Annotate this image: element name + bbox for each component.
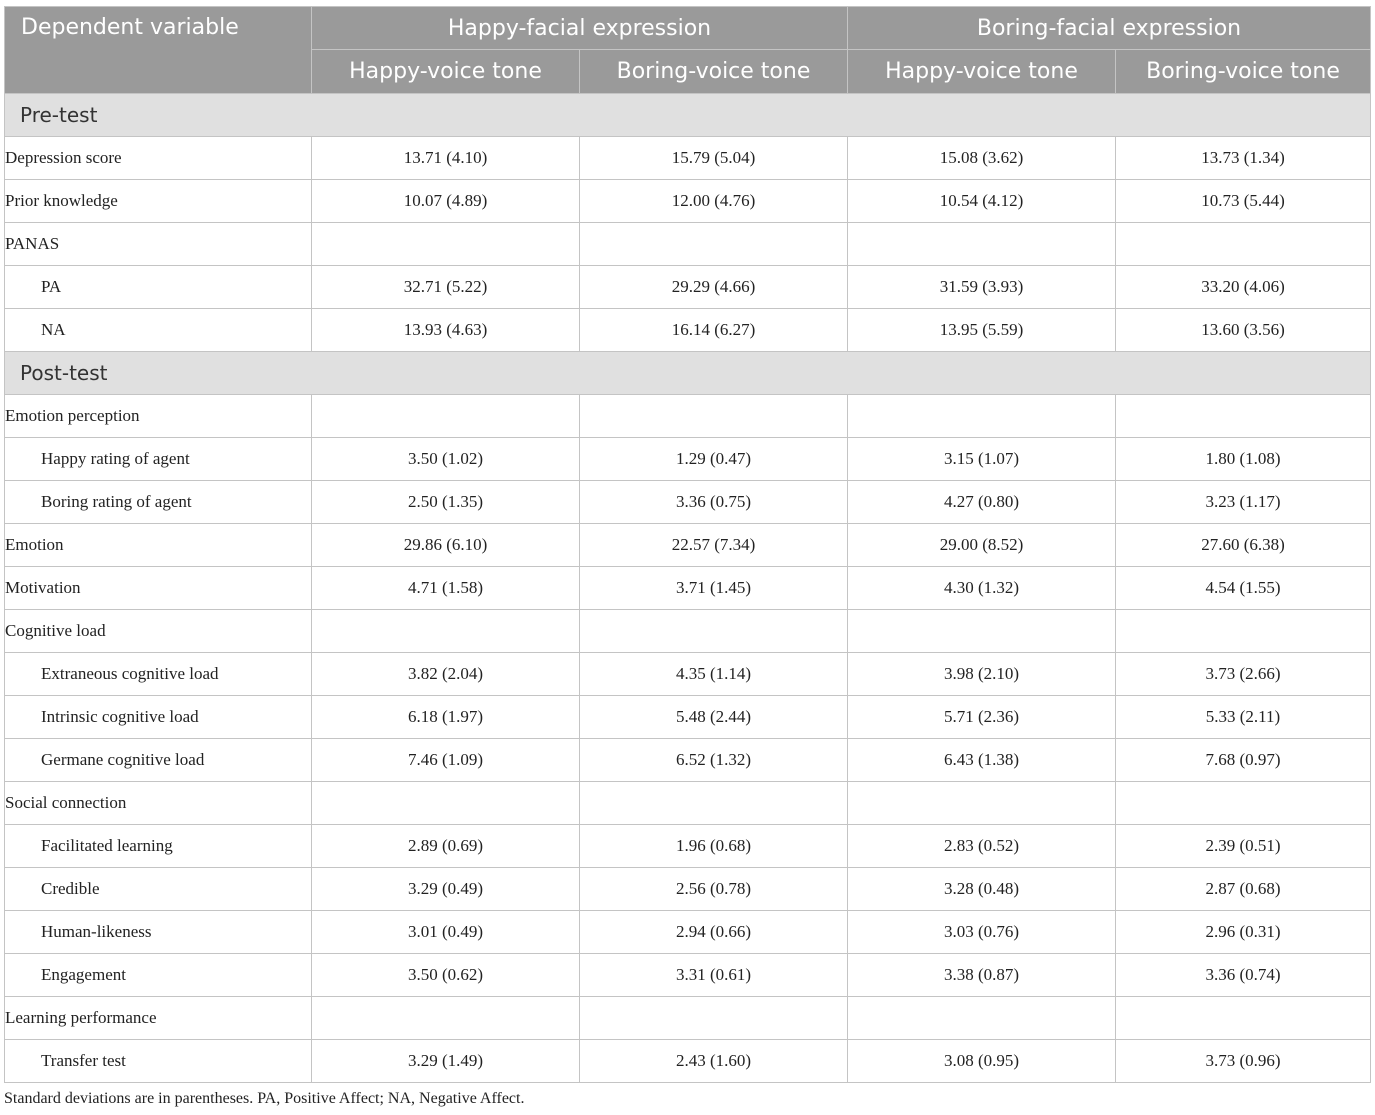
row-label: Human-likeness xyxy=(5,911,312,954)
table-cell: 31.59 (3.93) xyxy=(848,266,1116,309)
table-cell: 6.52 (1.32) xyxy=(580,739,848,782)
table-cell: 2.83 (0.52) xyxy=(848,825,1116,868)
table-cell: 33.20 (4.06) xyxy=(1116,266,1371,309)
table-cell: 3.71 (1.45) xyxy=(580,567,848,610)
row-label: Depression score xyxy=(5,137,312,180)
table-cell: 4.30 (1.32) xyxy=(848,567,1116,610)
table-cell: 13.73 (1.34) xyxy=(1116,137,1371,180)
table-row xyxy=(5,567,1371,610)
table-cell: 29.86 (6.10) xyxy=(312,524,580,567)
table-row xyxy=(5,266,1371,309)
table-row xyxy=(5,438,1371,481)
row-label: Learning performance xyxy=(5,997,312,1040)
table-cell: 1.29 (0.47) xyxy=(580,438,848,481)
table-cell xyxy=(848,782,1116,825)
row-label: Social connection xyxy=(5,782,312,825)
table-cell: 3.08 (0.95) xyxy=(848,1040,1116,1083)
table-cell: 2.56 (0.78) xyxy=(580,868,848,911)
table-cell: 3.36 (0.74) xyxy=(1116,954,1371,997)
table-cell: 2.94 (0.66) xyxy=(580,911,848,954)
section-label: Pre-test xyxy=(5,94,1371,137)
table-cell: 7.68 (0.97) xyxy=(1116,739,1371,782)
table-cell xyxy=(312,997,580,1040)
row-label: Happy rating of agent xyxy=(5,438,312,481)
table-cell: 3.29 (1.49) xyxy=(312,1040,580,1083)
table-row xyxy=(5,137,1371,180)
table-cell: 2.43 (1.60) xyxy=(580,1040,848,1083)
header-sub-happy-facial-boring-voice: Boring-voice tone xyxy=(580,50,848,94)
table-row xyxy=(5,868,1371,911)
table-cell: 2.50 (1.35) xyxy=(312,481,580,524)
header-group-happy-facial: Happy-facial expression xyxy=(312,7,848,50)
table-cell: 4.71 (1.58) xyxy=(312,567,580,610)
table-cell xyxy=(580,610,848,653)
row-label: Germane cognitive load xyxy=(5,739,312,782)
table-cell: 29.29 (4.66) xyxy=(580,266,848,309)
table-cell xyxy=(1116,997,1371,1040)
table-cell: 3.73 (2.66) xyxy=(1116,653,1371,696)
table-cell: 3.38 (0.87) xyxy=(848,954,1116,997)
table-cell: 3.28 (0.48) xyxy=(848,868,1116,911)
table-cell xyxy=(312,223,580,266)
table-cell: 3.50 (1.02) xyxy=(312,438,580,481)
table-cell xyxy=(580,223,848,266)
table-cell: 2.87 (0.68) xyxy=(1116,868,1371,911)
table-cell: 6.18 (1.97) xyxy=(312,696,580,739)
table-cell xyxy=(312,395,580,438)
row-label: Facilitated learning xyxy=(5,825,312,868)
table-row xyxy=(5,997,1371,1040)
table-cell: 16.14 (6.27) xyxy=(580,309,848,352)
table-cell: 13.60 (3.56) xyxy=(1116,309,1371,352)
table-row xyxy=(5,782,1371,825)
table-cell: 32.71 (5.22) xyxy=(312,266,580,309)
table-cell: 3.73 (0.96) xyxy=(1116,1040,1371,1083)
header-sub-boring-facial-happy-voice: Happy-voice tone xyxy=(848,50,1116,94)
header-group-boring-facial: Boring-facial expression xyxy=(848,7,1371,50)
table-row xyxy=(5,696,1371,739)
table-cell xyxy=(580,395,848,438)
table-row xyxy=(5,653,1371,696)
table-row xyxy=(5,481,1371,524)
table-cell xyxy=(580,782,848,825)
table-cell: 10.07 (4.89) xyxy=(312,180,580,223)
row-label: PANAS xyxy=(5,223,312,266)
table-cell: 7.46 (1.09) xyxy=(312,739,580,782)
table-cell: 29.00 (8.52) xyxy=(848,524,1116,567)
table-header xyxy=(5,7,1371,94)
row-label: Cognitive load xyxy=(5,610,312,653)
table-row xyxy=(5,180,1371,223)
table-cell: 10.54 (4.12) xyxy=(848,180,1116,223)
table-cell: 3.98 (2.10) xyxy=(848,653,1116,696)
section-label: Post-test xyxy=(5,352,1371,395)
table-cell: 6.43 (1.38) xyxy=(848,739,1116,782)
table-cell xyxy=(1116,782,1371,825)
table-row xyxy=(5,739,1371,782)
header-sub-happy-facial-happy-voice: Happy-voice tone xyxy=(312,50,580,94)
row-label: Transfer test xyxy=(5,1040,312,1083)
table-cell: 4.35 (1.14) xyxy=(580,653,848,696)
row-label: Credible xyxy=(5,868,312,911)
table-cell: 3.50 (0.62) xyxy=(312,954,580,997)
table-cell: 2.96 (0.31) xyxy=(1116,911,1371,954)
table-cell: 3.03 (0.76) xyxy=(848,911,1116,954)
table-cell: 3.01 (0.49) xyxy=(312,911,580,954)
table-cell: 5.33 (2.11) xyxy=(1116,696,1371,739)
table-cell: 3.29 (0.49) xyxy=(312,868,580,911)
table-cell: 2.89 (0.69) xyxy=(312,825,580,868)
row-label: Emotion perception xyxy=(5,395,312,438)
table-cell xyxy=(1116,610,1371,653)
table-row xyxy=(5,223,1371,266)
table-cell: 3.36 (0.75) xyxy=(580,481,848,524)
table-cell: 5.71 (2.36) xyxy=(848,696,1116,739)
table-row xyxy=(5,524,1371,567)
table-cell: 4.27 (0.80) xyxy=(848,481,1116,524)
row-label: NA xyxy=(5,309,312,352)
table-row xyxy=(5,309,1371,352)
table-cell: 15.08 (3.62) xyxy=(848,137,1116,180)
table-cell: 15.79 (5.04) xyxy=(580,137,848,180)
table-row xyxy=(5,1040,1371,1083)
header-dependent-variable: Dependent variable xyxy=(5,7,312,94)
table-cell: 22.57 (7.34) xyxy=(580,524,848,567)
row-label: Motivation xyxy=(5,567,312,610)
table-body xyxy=(5,94,1371,1083)
table-cell: 27.60 (6.38) xyxy=(1116,524,1371,567)
table-cell: 4.54 (1.55) xyxy=(1116,567,1371,610)
table-cell xyxy=(312,610,580,653)
row-label: Extraneous cognitive load xyxy=(5,653,312,696)
table-cell xyxy=(848,395,1116,438)
table-row xyxy=(5,610,1371,653)
table-cell: 5.48 (2.44) xyxy=(580,696,848,739)
table-footnote: Standard deviations are in parentheses. PA, Positive Affect; NA, Negative Affect. xyxy=(4,1090,525,1107)
table-cell xyxy=(848,610,1116,653)
table-cell: 3.82 (2.04) xyxy=(312,653,580,696)
table-cell: 3.31 (0.61) xyxy=(580,954,848,997)
table-cell: 3.23 (1.17) xyxy=(1116,481,1371,524)
table-cell xyxy=(580,997,848,1040)
results-table-container xyxy=(4,6,1370,1083)
table-cell xyxy=(848,223,1116,266)
table-row xyxy=(5,825,1371,868)
table-cell: 12.00 (4.76) xyxy=(580,180,848,223)
table-cell xyxy=(312,782,580,825)
row-label: Emotion xyxy=(5,524,312,567)
table-cell xyxy=(1116,395,1371,438)
table-cell: 13.95 (5.59) xyxy=(848,309,1116,352)
table-cell: 13.93 (4.63) xyxy=(312,309,580,352)
section-row xyxy=(5,352,1371,395)
row-label: Engagement xyxy=(5,954,312,997)
table-cell xyxy=(1116,223,1371,266)
row-label: Prior knowledge xyxy=(5,180,312,223)
table-cell: 2.39 (0.51) xyxy=(1116,825,1371,868)
results-table xyxy=(4,6,1371,1083)
table-row xyxy=(5,954,1371,997)
row-label: Intrinsic cognitive load xyxy=(5,696,312,739)
table-cell: 13.71 (4.10) xyxy=(312,137,580,180)
row-label: PA xyxy=(5,266,312,309)
table-row xyxy=(5,395,1371,438)
table-cell xyxy=(848,997,1116,1040)
table-cell: 1.96 (0.68) xyxy=(580,825,848,868)
header-sub-boring-facial-boring-voice: Boring-voice tone xyxy=(1116,50,1371,94)
table-cell: 10.73 (5.44) xyxy=(1116,180,1371,223)
table-row xyxy=(5,911,1371,954)
section-row xyxy=(5,94,1371,137)
table-cell: 3.15 (1.07) xyxy=(848,438,1116,481)
table-cell: 1.80 (1.08) xyxy=(1116,438,1371,481)
row-label: Boring rating of agent xyxy=(5,481,312,524)
